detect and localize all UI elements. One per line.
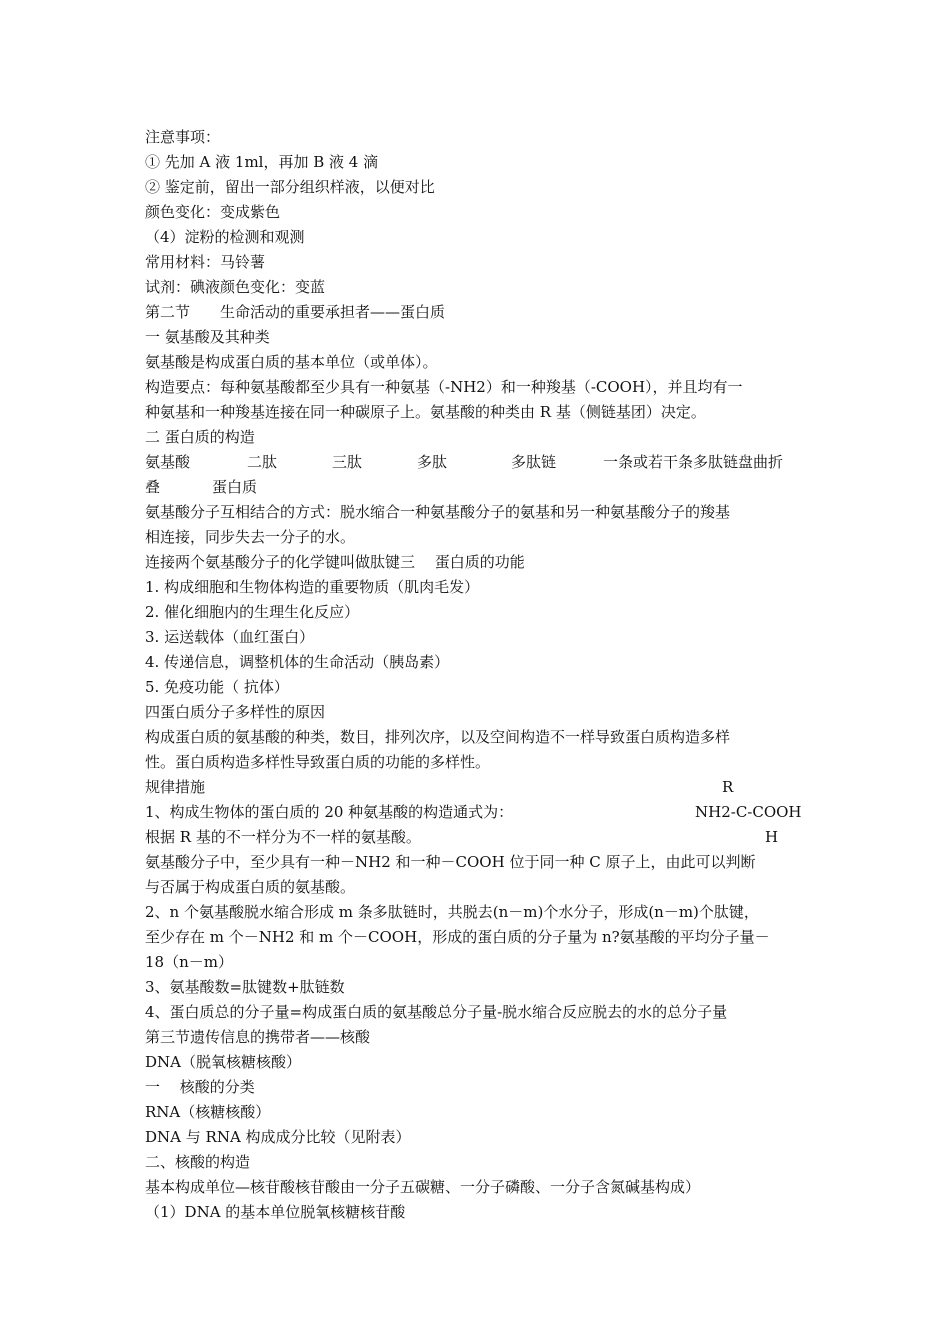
text-line: DNA（脱氧核糖核酸） [145,1053,301,1071]
text-line: 与否属于构成蛋白质的氨基酸。 [145,878,356,896]
text-line: 性。蛋白质构造多样性导致蛋白质的功能的多样性。 [145,753,491,771]
text-line: （1）DNA 的基本单位脱氧核糖核苷酸 [145,1203,406,1221]
text-line: 18（n－m） [145,953,233,971]
text-line: ① 先加 A 液 1ml，再加 B 液 4 滴 [145,153,379,171]
subsection-heading: 二 蛋白质的构造 [145,428,255,446]
section-heading: 第二节 生命活动的重要承担者——蛋白质 [145,303,446,321]
rules-heading: 规律措施 [145,778,206,796]
chain-item: 一条或若干条多肽链盘曲折 [603,453,784,471]
chain-item: 多肽 [417,453,448,471]
text-line: 3、氨基酸数=肽键数+肽链数 [145,978,345,996]
text-line: 氨基酸分子互相结合的方式：脱水缩合一种氨基酸分子的氨基和另一种氨基酸分子的羧基 [145,503,731,521]
subsection-heading: 四蛋白质分子多样性的原因 [145,703,326,721]
text-line: 种氨基和一种羧基连接在同一种碳原子上。氨基酸的种类由 R 基（侧链基团）决定。 [145,403,706,421]
list-item: 5. 免疫功能（ 抗体） [145,678,289,696]
chain-item: 二肽 [247,453,278,471]
text-line: 氨基酸是构成蛋白质的基本单位（或单体）。 [145,353,438,371]
text-line: RNA（核糖核酸） [145,1103,271,1121]
text-line: DNA 与 RNA 构成成分比较（见附表） [145,1128,411,1146]
chain-continuation: 叠 [145,478,161,496]
list-item: 4. 传递信息，调整机体的生命活动（胰岛素） [145,653,450,671]
list-item: 2. 催化细胞内的生理生化反应） [145,603,360,621]
subsection-heading: 一 氨基酸及其种类 [145,328,270,346]
list-item: 1. 构成细胞和生物体构造的重要物质（肌肉毛发） [145,578,480,596]
text-line: 常用材料：马铃薯 [145,253,266,271]
list-item: 3. 运送载体（血红蛋白） [145,628,315,646]
text-line: 注意事项： [145,128,221,146]
subsection-heading: 二、核酸的构造 [145,1153,251,1171]
chain-item: 三肽 [332,453,363,471]
text-line: 2、n 个氨基酸脱水缩合形成 m 条多肽链时，共脱去(n－m)个水分子，形成(n－m)个肽键， [145,903,759,921]
text-line: ② 鉴定前，留出一部分组织样液，以便对比 [145,178,435,196]
formula-h: H [765,828,779,846]
chain-continuation: 蛋白质 [212,478,258,496]
formula-main: NH2-C-COOH [695,803,802,821]
formula-r: R [722,778,734,796]
text-line: 至少存在 m 个－NH2 和 m 个－COOH，形成的蛋白质的分子量为 n?氨基酸的平均分子量－ [145,928,770,946]
text-line: 试剂：碘液颜色变化：变蓝 [145,278,326,296]
chain-item: 多肽链 [511,453,557,471]
text-line: 根据 R 基的不一样分为不一样的氨基酸。 [145,828,421,846]
text-line: 1、构成生物体的蛋白质的 20 种氨基酸的构造通式为： [145,803,514,821]
subsection-heading: 一 核酸的分类 [145,1078,255,1096]
text-line: 连接两个氨基酸分子的化学键叫做肽键三 蛋白质的功能 [145,553,525,571]
text-line: 基本构成单位—核苷酸核苷酸由一分子五碳糖、一分子磷酸、一分子含氮碱基构成） [145,1178,701,1196]
text-line: 构成蛋白质的氨基酸的种类，数目，排列次序，以及空间构造不一样导致蛋白质构造多样 [145,728,731,746]
text-line: 构造要点：每种氨基酸都至少具有一种氨基（-NH2）和一种羧基（-COOH），并且均有一 [145,378,743,396]
text-line: （4）淀粉的检测和观测 [145,228,305,246]
text-line: 相连接，同步失去一分子的水。 [145,528,356,546]
section-heading: 第三节遗传信息的携带者——核酸 [145,1028,371,1046]
chain-item: 氨基酸 [145,453,191,471]
text-line: 4、蛋白质总的分子量=构成蛋白质的氨基酸总分子量-脱水缩合反应脱去的水的总分子量 [145,1003,728,1021]
text-line: 颜色变化：变成紫色 [145,203,281,221]
text-line: 氨基酸分子中，至少具有一种－NH2 和一种－COOH 位于同一种 C 原子上，由此可以判断 [145,853,756,871]
